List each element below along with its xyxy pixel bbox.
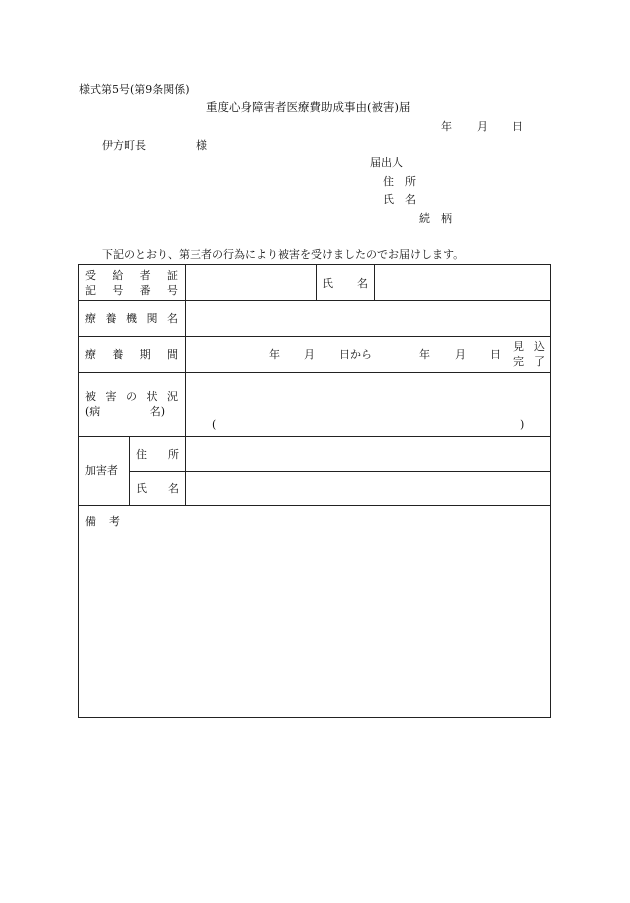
period-start-month: 月 xyxy=(304,348,315,361)
recipient-cert-number-field[interactable] xyxy=(186,266,315,299)
name-label xyxy=(322,278,368,289)
label-char: 状 xyxy=(146,390,158,403)
label-char: 氏 xyxy=(136,482,147,495)
period-start-year: 年 xyxy=(269,348,280,361)
period-from-label: 日から xyxy=(339,348,372,361)
notification-form-table xyxy=(78,264,551,718)
label-char: 号 xyxy=(166,284,178,297)
label-char: 養 xyxy=(105,312,117,325)
label-char: 名 xyxy=(167,312,178,325)
label-char: 記 xyxy=(85,284,96,297)
perpetrator-address-field[interactable] xyxy=(186,438,549,470)
date-day: 日 xyxy=(512,120,523,133)
label-char: 機 xyxy=(126,312,137,325)
row-divider xyxy=(79,505,550,506)
disease-paren-close: ) xyxy=(520,418,525,431)
label-char: 号 xyxy=(112,284,124,297)
label-char: 期 xyxy=(139,348,151,361)
label-char: 給 xyxy=(112,269,124,282)
label-char: 考 xyxy=(109,515,120,528)
date-year: 年 xyxy=(441,120,452,133)
label-char: 療 xyxy=(85,348,96,361)
addressee: 伊方町長 xyxy=(102,139,146,152)
label-char: 備 xyxy=(85,515,96,528)
label-char: 住 xyxy=(136,448,147,461)
label-part: 名) xyxy=(149,405,165,418)
damage-status-label xyxy=(85,391,178,402)
label-char: 療 xyxy=(85,312,96,325)
label-char: 名 xyxy=(357,277,368,290)
column-divider xyxy=(316,265,317,300)
expected-option[interactable] xyxy=(513,341,545,352)
disease-paren-open: ( xyxy=(212,418,217,431)
document-title: 重度心身障害者医療費助成事由(被害)届 xyxy=(206,100,411,114)
name-field[interactable] xyxy=(375,266,549,299)
institution-field[interactable] xyxy=(186,302,549,335)
label-char: 関 xyxy=(146,312,158,325)
label-char: 間 xyxy=(166,348,178,361)
label-char: 見 xyxy=(513,340,524,353)
perpetrator-name-field[interactable] xyxy=(186,473,549,504)
completed-option[interactable] xyxy=(513,356,545,367)
notifier-label: 届出人 xyxy=(370,156,403,169)
label-char: 者 xyxy=(139,269,151,282)
institution-label xyxy=(85,313,178,324)
notifier-relation-label: 続 柄 xyxy=(419,212,452,225)
label-char: 込 xyxy=(534,340,545,353)
period-label xyxy=(85,349,178,360)
period-end-day: 日 xyxy=(490,348,501,361)
label-char: 受 xyxy=(85,269,96,282)
recipient-cert-label-line2 xyxy=(85,285,178,296)
label-char: 氏 xyxy=(322,277,333,290)
perpetrator-name-label xyxy=(136,483,179,494)
intro-text: 下記のとおり、第三者の行為により被害を受けましたのでお届けします。 xyxy=(102,248,465,261)
remarks-field[interactable] xyxy=(80,533,549,716)
label-char: 証 xyxy=(166,269,178,282)
label-char: 況 xyxy=(167,390,178,403)
period-end-month: 月 xyxy=(455,348,466,361)
date-month: 月 xyxy=(477,120,488,133)
form-number: 様式第5号(第9条関係) xyxy=(79,83,190,96)
disease-name-field[interactable] xyxy=(224,416,514,433)
label-char: 被 xyxy=(85,390,96,403)
notifier-name-label: 氏 名 xyxy=(383,193,416,206)
label-part: (病 xyxy=(85,405,101,418)
period-end-year: 年 xyxy=(419,348,430,361)
notifier-address-label: 住 所 xyxy=(383,175,416,188)
honorific: 様 xyxy=(196,139,207,152)
label-char: の xyxy=(126,390,137,403)
perpetrator-label: 加害者 xyxy=(85,464,118,477)
label-char: 名 xyxy=(168,482,179,495)
label-char: 完 xyxy=(513,355,524,368)
perpetrator-address-label xyxy=(136,449,179,460)
label-char: 所 xyxy=(168,448,179,461)
remarks-label xyxy=(85,516,120,527)
damage-status-field[interactable] xyxy=(186,374,549,414)
column-divider xyxy=(129,436,130,505)
label-char: 養 xyxy=(112,348,124,361)
label-char: 害 xyxy=(105,390,117,403)
label-char: 番 xyxy=(139,284,151,297)
row-divider xyxy=(79,436,550,437)
label-char: 了 xyxy=(534,355,545,368)
row-divider xyxy=(129,471,550,472)
row-divider xyxy=(79,372,550,373)
disease-name-label xyxy=(85,406,165,417)
row-divider xyxy=(79,300,550,301)
row-divider xyxy=(79,336,550,337)
recipient-cert-label-line1 xyxy=(85,270,178,281)
